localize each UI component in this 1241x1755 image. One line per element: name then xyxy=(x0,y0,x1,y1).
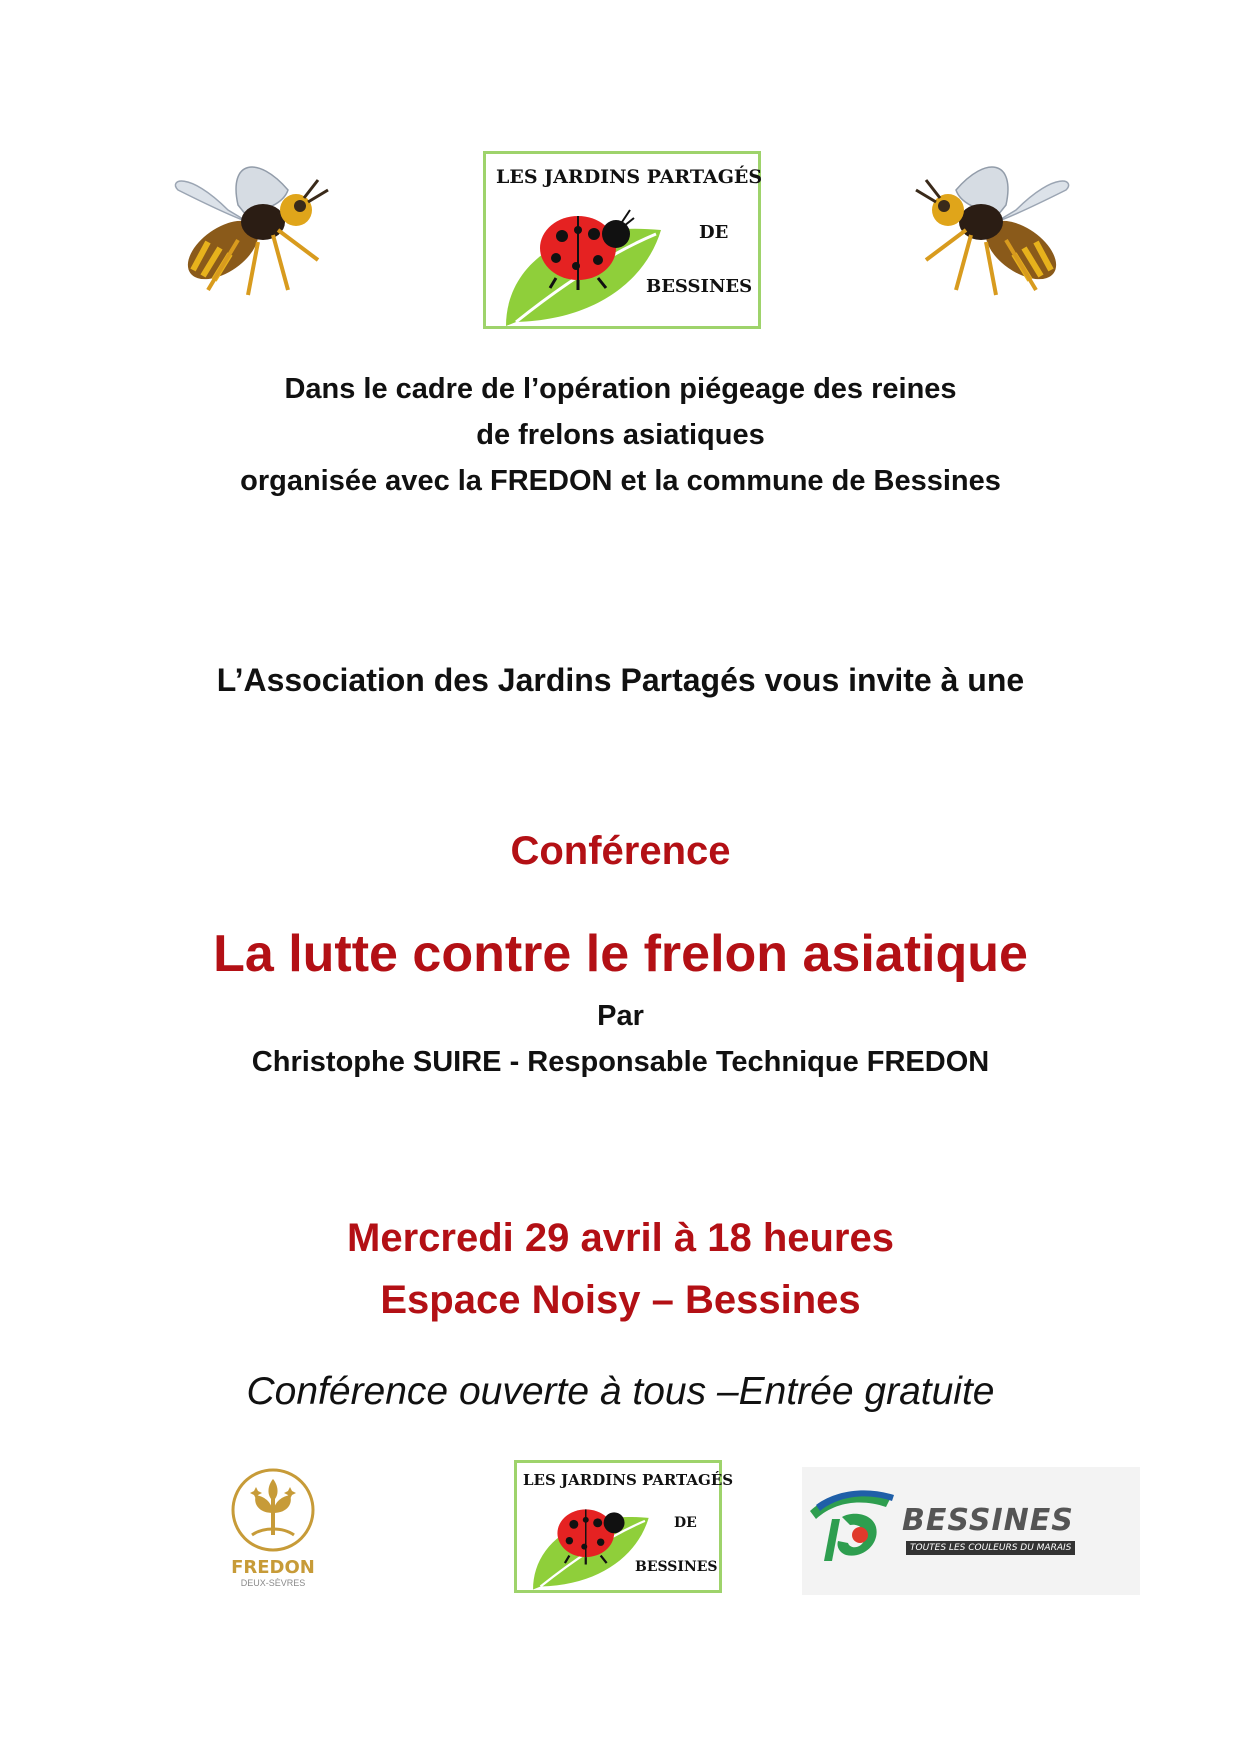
jardins-partages-logo xyxy=(483,151,761,329)
ladybug-icon xyxy=(526,200,636,290)
intro-line2: de frelons asiatiques xyxy=(476,419,765,451)
intro-block xyxy=(0,366,1241,504)
event-date: Mercredi 29 avril à 18 heures xyxy=(347,1216,894,1260)
intro-line1: Dans le cadre de l’opération piégeage des reines xyxy=(284,373,957,405)
event-speaker: Christophe SUIRE - Responsable Technique FREDON xyxy=(251,1046,990,1078)
intro-line3: organisée avec la FREDON et la commune de Bessines xyxy=(240,465,1001,497)
footer-logo-line1: LES JARDINS PARTAGÉS xyxy=(523,1471,734,1489)
footer-logo-line2: DE xyxy=(674,1515,697,1531)
fredon-name: FREDON xyxy=(231,1557,315,1578)
invitation-text: L’Association des Jardins Partagés vous invite à une xyxy=(216,662,1025,698)
ladybug-icon xyxy=(547,1497,629,1565)
jardins-partages-logo-footer xyxy=(514,1460,734,1593)
footer-logo-line3: BESSINES xyxy=(635,1559,718,1575)
logo-line3: BESSINES xyxy=(646,276,753,297)
event-by: Par xyxy=(597,1000,644,1032)
hornet-right-icon xyxy=(896,150,1076,310)
fredon-logo xyxy=(218,1465,328,1595)
logo-line1: LES JARDINS PARTAGÉS xyxy=(496,166,763,188)
logo-line2: DE xyxy=(699,222,729,243)
bessines-tagline: TOUTES LES COULEURS DU MARAIS xyxy=(906,1541,1075,1555)
bessines-emblem-icon xyxy=(802,1481,902,1571)
bessines-name: BESSINES xyxy=(902,1503,1074,1538)
event-note: Conférence ouverte à tous –Entrée gratuite xyxy=(246,1370,995,1413)
bessines-logo xyxy=(802,1467,1140,1595)
fredon-sub: DEUX-SÈVRES xyxy=(240,1578,306,1588)
event-place: Espace Noisy – Bessines xyxy=(380,1278,861,1322)
fredon-plant-icon xyxy=(228,1465,318,1555)
event-type: Conférence xyxy=(510,829,731,873)
hornet-left-icon xyxy=(168,150,348,310)
event-title: La lutte contre le frelon asiatique xyxy=(213,925,1028,983)
